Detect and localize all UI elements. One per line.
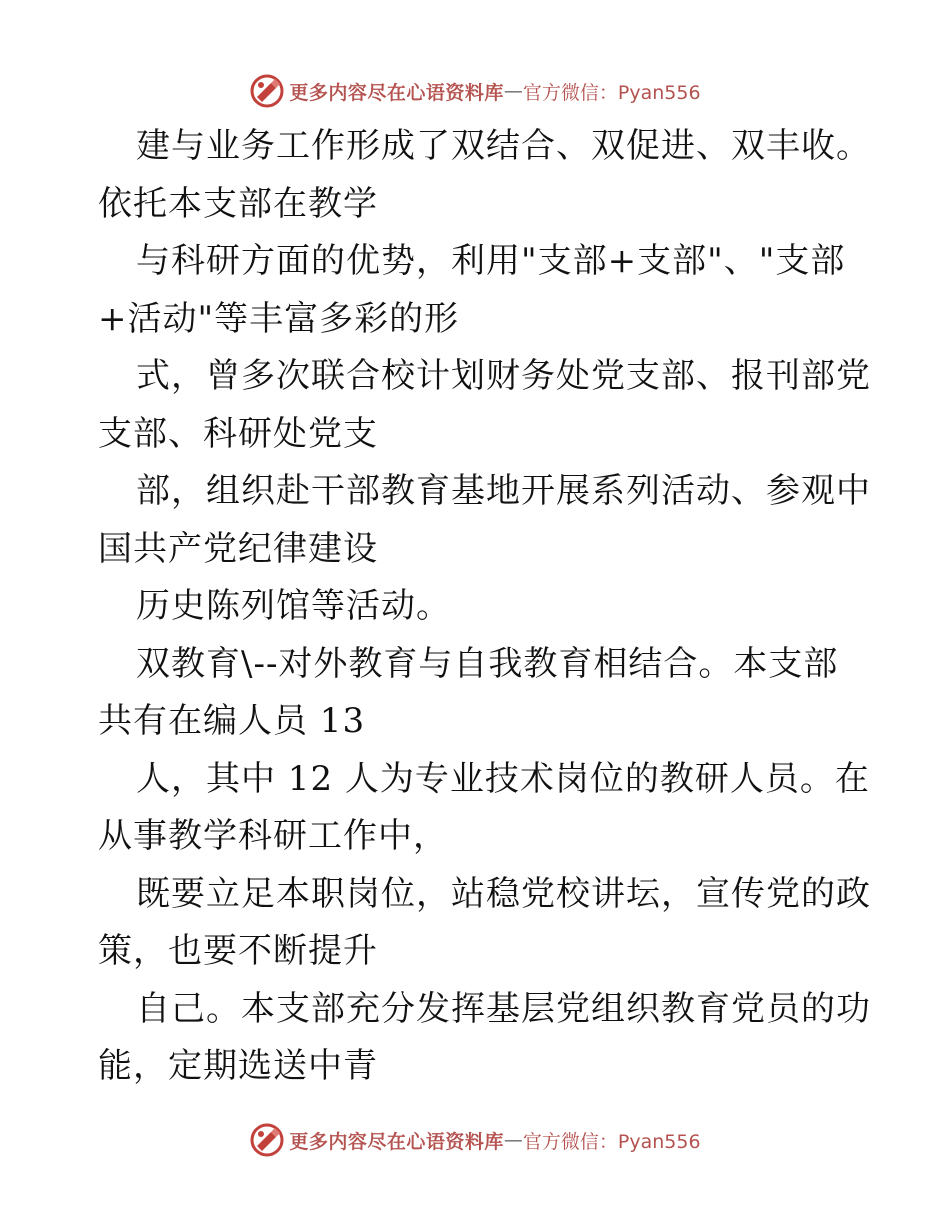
header-brand-text: 更多内容尽在心语资料库 bbox=[289, 81, 504, 104]
body-text-line: 建与业务工作形成了双结合、双促进、双丰收。 bbox=[136, 126, 871, 166]
body-text-line: 与科研方面的优势，利用"支部+支部"、"支部 bbox=[136, 241, 846, 281]
body-text-line: 历史陈列馆等活动。 bbox=[136, 586, 451, 626]
page-footer bbox=[0, 1120, 950, 1160]
page-header bbox=[0, 71, 950, 111]
header-wechat-text: 官方微信：Pyan556 bbox=[522, 81, 701, 104]
body-text-line: 依托本支部在教学 bbox=[98, 183, 378, 224]
body-text-line: 双教育\--对外教育与自我教育相结合。本支部 bbox=[136, 643, 839, 684]
body-text-line: 从事教学科研工作中， bbox=[98, 816, 448, 856]
body-text-line: 支部、科研处党支 bbox=[98, 413, 378, 454]
body-text-line: 部，组织赴干部教育基地开展系列活动、参观中 bbox=[136, 471, 871, 511]
body-text-line: 人，其中 12 人为专业技术岗位的教研人员。在 bbox=[136, 758, 870, 799]
body-text-line: 策，也要不断提升 bbox=[98, 931, 378, 971]
body-text-line: 能，定期选送中青 bbox=[98, 1046, 378, 1086]
body-text-line: 国共产党纪律建设 bbox=[98, 528, 378, 569]
body-text-line: +活动"等丰富多彩的形 bbox=[98, 298, 460, 339]
document-body bbox=[0, 118, 950, 1096]
footer-wechat-text: 官方微信：Pyan556 bbox=[522, 1130, 701, 1153]
brand-logo-icon bbox=[249, 1122, 285, 1158]
body-text-line: 自己。本支部充分发挥基层党组织教育党员的功 bbox=[136, 988, 871, 1029]
body-text-line: 式，曾多次联合校计划财务处党支部、报刊部党 bbox=[136, 356, 871, 396]
footer-separator: — bbox=[503, 1129, 523, 1151]
brand-logo-icon bbox=[249, 73, 285, 109]
body-text-line: 既要立足本职岗位，站稳党校讲坛，宣传党的政 bbox=[136, 873, 871, 914]
body-text-line: 共有在编人员 13 bbox=[98, 701, 366, 741]
footer-brand-text: 更多内容尽在心语资料库 bbox=[289, 1130, 504, 1153]
header-separator: — bbox=[503, 80, 523, 102]
